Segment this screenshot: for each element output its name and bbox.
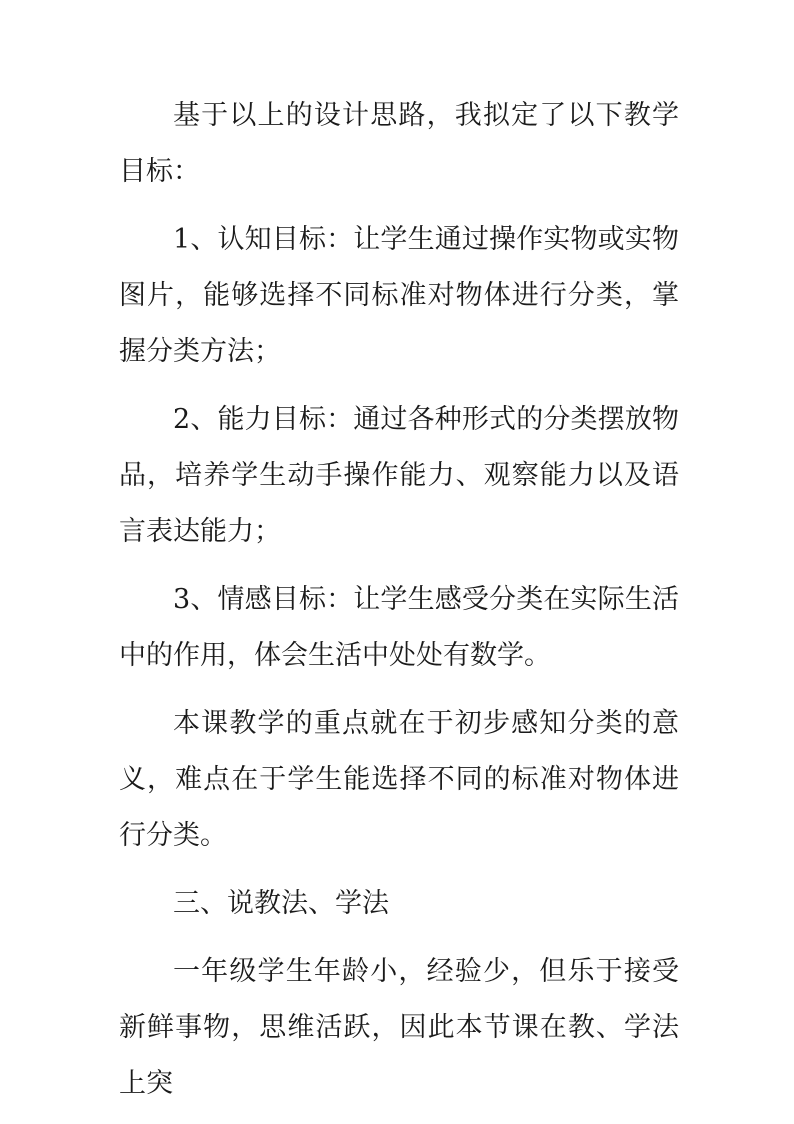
paragraph-ability-goal: 2、能力目标：通过各种形式的分类摆放物品，培养学生动手操作能力、观察能力以及语言表达能力； <box>119 404 679 547</box>
document-body <box>119 88 679 1124</box>
paragraph-methods-intro: 一年级学生年龄小，经验少，但乐于接受新鲜事物，思维活跃，因此本节课在教、学法上突 <box>119 956 679 1099</box>
paragraph-emotional-goal: 3、情感目标：让学生感受分类在实际生活中的作用，体会生活中处处有数学。 <box>119 584 679 671</box>
paragraph-key-points: 本课教学的重点就在于初步感知分类的意义，难点在于学生能选择不同的标准对物体进行分类。 <box>119 708 679 851</box>
paragraph-cognitive-goal: 1、认知目标：让学生通过操作实物或实物图片，能够选择不同标准对物体进行分类，掌握分类方法； <box>119 224 679 367</box>
paragraph-teaching-goals-intro: 基于以上的设计思路，我拟定了以下教学目标： <box>119 100 679 187</box>
section-heading-methods: 三、说教法、学法 <box>173 888 389 919</box>
